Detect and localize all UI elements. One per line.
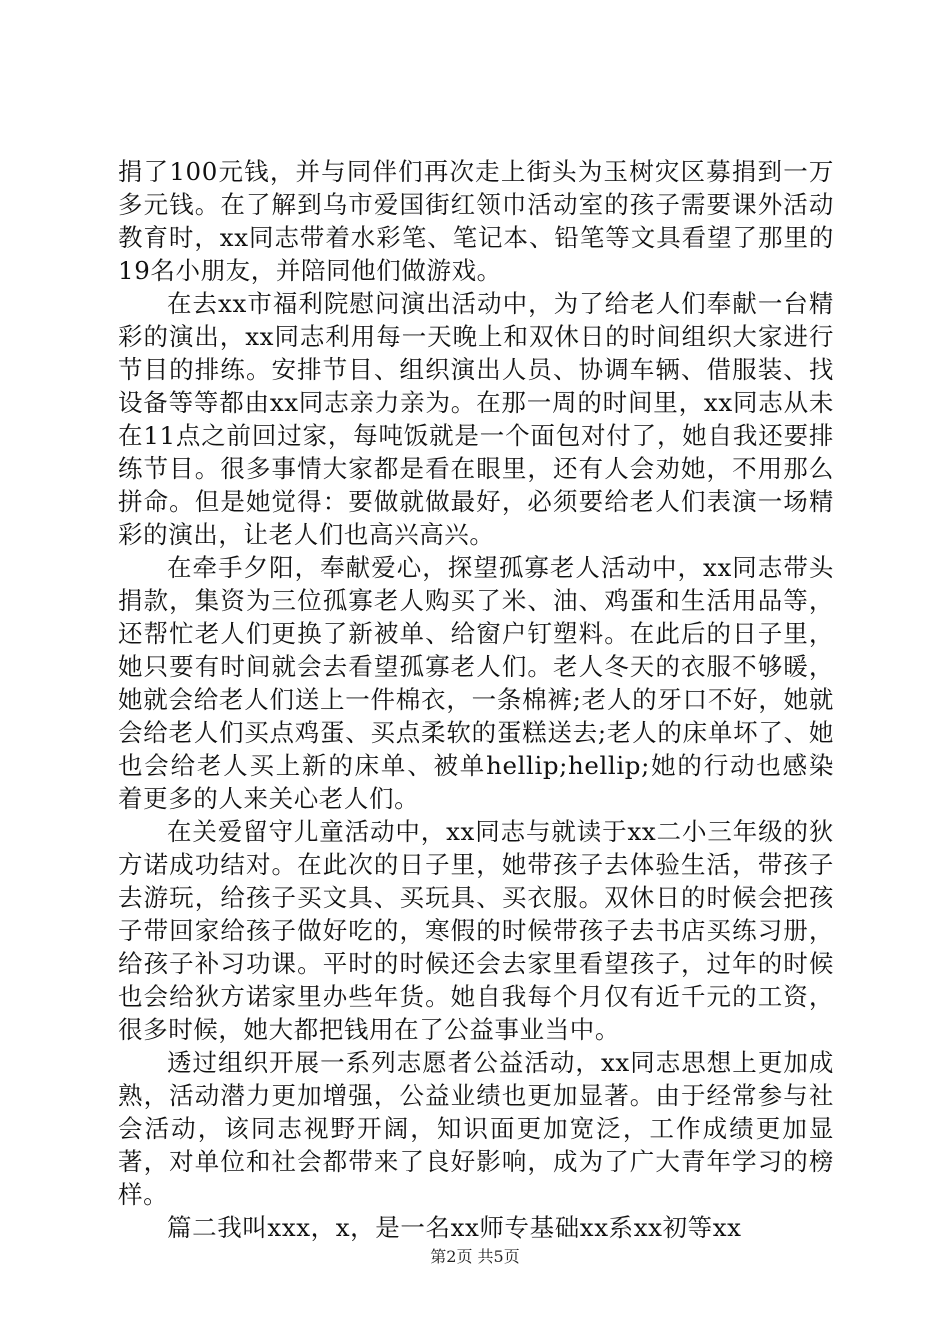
paragraph-2: 在去xx市福利院慰问演出活动中，为了给老人们奉献一台精彩的演出，xx同志利用每一天晚上和双休日的时间组织大家进行节目的排练。安排节目、组织演出人员、协调车辆、借服装、找设备等等都由xx同志亲力亲为。在那一周的时间里，xx同志从未在11点之前回过家，每吨饭就是一个面包对付了，她自我还要排练节目。很多事情大家都是看在眼里，还有人会劝她，不用那么拼命。但是她觉得：要做就做最好，必须要给老人们表演一场精彩的演出，让老人们也高兴高兴。: [118, 289, 834, 549]
paragraph-3: 在牵手夕阳，奉献爱心，探望孤寡老人活动中，xx同志带头捐款，集资为三位孤寡老人购买了米、油、鸡蛋和生活用品等，还帮忙老人们更换了新被单、给窗户钉塑料。在此后的日子里，她只要有时间就会去看望孤寡老人们。老人冬天的衣服不够暖，她就会给老人们送上一件棉衣，一条棉裤;老人的牙口不好，她就会给老人们买点鸡蛋、买点柔软的蛋糕送去;老人的床单坏了、她也会给老人买上新的床单、被单hellip;hellip;她的行动也感染着更多的人来关心老人们。: [118, 553, 834, 813]
page-footer: 第2页 共5页: [430, 1247, 520, 1266]
paragraph-4: 在关爱留守儿童活动中，xx同志与就读于xx二小三年级的狄方诺成功结对。在此次的日子里，她带孩子去体验生活，带孩子去游玩，给孩子买文具、买玩具、买衣服。双休日的时候会把孩子带回家给孩子做好吃的，寒假的时候带孩子去书店买练习册，给孩子补习功课。平时的时候还会去家里看望孩子，过年的时候也会给狄方诺家里办些年货。她自我每个月仅有近千元的工资，很多时候，她大都把钱用在了公益事业当中。: [118, 817, 834, 1044]
document-body: [118, 155, 834, 1244]
paragraph-6: 篇二我叫xxx，x，是一名xx师专基础xx系xx初等xx: [167, 1213, 742, 1242]
paragraph-5: 透过组织开展一系列志愿者公益活动，xx同志思想上更加成熟，活动潜力更加增强，公益业绩也更加显著。由于经常参与社会活动，该同志视野开阔，知识面更加宽泛，工作成绩更加显著，对单位和社会都带来了良好影响，成为了广大青年学习的榜样。: [118, 1048, 834, 1209]
paragraph-1: 捐了100元钱，并与同伴们再次走上街头为玉树灾区募捐到一万多元钱。在了解到乌市爱国街红领巾活动室的孩子需要课外活动教育时，xx同志带着水彩笔、笔记本、铅笔等文具看望了那里的19名小朋友，并陪同他们做游戏。: [118, 157, 834, 285]
